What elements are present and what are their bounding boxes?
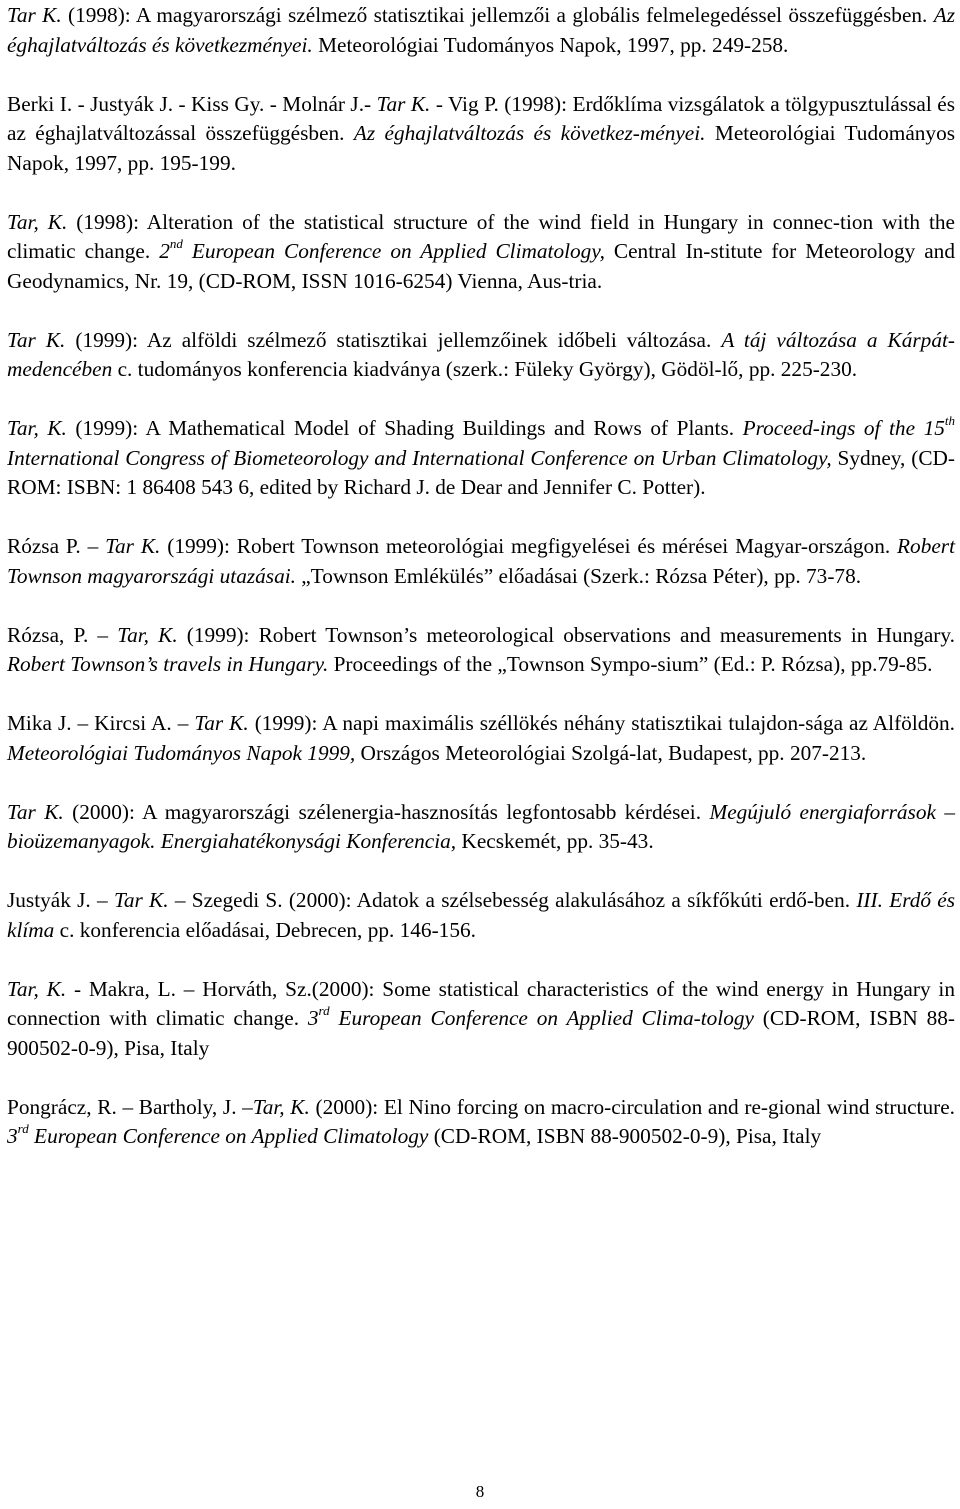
reference-text: - Makra, L. – Horváth, Sz.(2000): Some statistical characteristics of the wind energy in Hungary in connection with climatic change.	[7, 976, 955, 1030]
reference-text: Berki I. - Justyák J. - Kiss Gy. - Molnár J.-	[7, 91, 377, 116]
italic-text: Proceed-ings of the 15	[742, 416, 945, 440]
reference-text: (1999): Az alföldi szélmező statisztikai jellemzőinek időbeli változása.	[65, 327, 722, 352]
superscript-text: nd	[169, 235, 183, 251]
reference-text: (CD-ROM, ISBN 88-900502-0-9), Pisa, Italy	[428, 1124, 822, 1148]
italic-text: Tar K.	[7, 799, 64, 824]
italic-text: A táj változása a Kárpát-medencében	[7, 327, 955, 381]
italic-text: Robert Townson’s travels in Hungary.	[7, 652, 329, 676]
reference-entry	[7, 975, 955, 1064]
italic-text: Robert Townson magyarországi utazásai.	[7, 534, 956, 588]
reference-text: (2000): El Nino forcing on macro-circulation and re-gional wind structure.	[309, 1094, 955, 1119]
superscript	[945, 413, 955, 428]
italic-text: International Congress of Biometeorology and International Conference on Urban Climatology,	[7, 445, 832, 470]
reference-text: - Vig P. (1998): Erdőklíma vizsgálatok a tölgypusztulással és az éghajlatváltozással összefüggésben.	[7, 91, 955, 145]
italic-text: Tar K.	[105, 534, 161, 558]
superscript-text: rd	[318, 1002, 330, 1018]
italic-text: European Conference on Applied Climatology,	[182, 239, 605, 263]
reference-text: Rózsa, P. –	[7, 622, 118, 647]
reference-text: Rózsa P. –	[7, 534, 106, 558]
italic-text: Megújuló energiaforrások – bioüzemanyagok. Energiahatékonysági Konferencia,	[7, 799, 955, 853]
italic-text: 3	[307, 1006, 319, 1030]
reference-entry	[7, 208, 955, 297]
italic-text: European Conference on Applied Clima-tology	[329, 1006, 754, 1030]
reference-entry	[7, 621, 955, 680]
italic-text: Tar K.	[7, 327, 66, 352]
reference-text: Kecskemét, pp. 35-43.	[456, 829, 654, 853]
reference-text: (2000): A magyarországi szélenergia-hasznosítás legfontosabb kérdései.	[63, 799, 710, 824]
reference-text: Országos Meteorológiai Szolgá-lat, Budapest, pp. 207-213.	[355, 740, 867, 765]
reference-entry	[7, 90, 955, 179]
reference-list	[7, 0, 955, 1181]
reference-text: Justyák J. –	[7, 888, 114, 912]
reference-text: Meteorológiai Tudományos Napok, 1997, pp. 195-199.	[7, 121, 956, 175]
italic-text: Tar K.	[194, 711, 249, 735]
italic-text: III. Erdő és klíma	[7, 888, 956, 942]
reference-entry	[7, 532, 955, 591]
italic-text: Tar, K.	[7, 416, 67, 440]
italic-text: Az éghajlatváltozás és következményei.	[7, 3, 955, 57]
reference-text: (1999): Robert Townson meteorológiai megfigyelései és mérései Magyar-országon.	[160, 534, 898, 558]
reference-entry	[7, 886, 955, 945]
reference-text: (CD-ROM, ISBN 88-900502-0-9), Pisa, Italy	[7, 1006, 956, 1060]
reference-entry	[7, 709, 955, 768]
reference-text: Meteorológiai Tudományos Napok, 1997, pp. 249-258.	[312, 32, 789, 57]
reference-text: (1999): Robert Townson’s meteorological observations and measurements in Hungary.	[177, 622, 955, 647]
reference-entry	[7, 326, 955, 385]
italic-text: Tar, K.	[252, 1094, 310, 1119]
reference-text: Proceedings of the „Townson Sympo-sium” (Ed.: P. Rózsa), pp.79-85.	[328, 652, 933, 676]
reference-entry	[7, 798, 955, 857]
italic-text: Tar K.	[376, 91, 431, 116]
italic-text: 2	[159, 239, 170, 263]
italic-text: 3	[7, 1124, 18, 1148]
reference-text: Central In-stitute for Meteorology and Geodynamics, Nr. 19, (CD-ROM, ISSN 1016-6254) Vienna, Aus-tria.	[7, 239, 955, 293]
reference-entry	[7, 1093, 955, 1152]
italic-text: Tar K.	[113, 888, 169, 912]
page-number: 8	[475, 1482, 485, 1501]
reference-text: – Szegedi S. (2000): Adatok a szélsebesség alakulásához a síkfőkúti erdő-ben.	[168, 888, 857, 912]
italic-text: Az éghajlatváltozás és következ-ményei.	[353, 121, 706, 145]
reference-text: „Townson Emlékülés” előadásai (Szerk.: Rózsa Péter), pp. 73-78.	[295, 563, 862, 588]
reference-text: c. konferencia előadásai, Debrecen, pp. 146-156.	[54, 917, 476, 942]
reference-text: c. tudományos konferencia kiadványa (szerk.: Füleky György), Gödöl-lő, pp. 225-230.	[112, 357, 858, 381]
italic-text: Tar K.	[7, 3, 62, 27]
superscript-text: rd	[17, 1120, 29, 1136]
reference-entry	[7, 1, 955, 60]
superscript-text: th	[944, 412, 956, 428]
reference-text: (1999): A Mathematical Model of Shading Buildings and Rows of Plants.	[66, 416, 743, 440]
superscript	[18, 1121, 29, 1136]
italic-text: Tar, K.	[117, 622, 178, 647]
italic-text: Meteorológiai Tudományos Napok 1999,	[7, 740, 356, 765]
reference-text: (1998): Alteration of the statistical structure of the wind field in Hungary in connec-tion with the climatic change.	[7, 209, 955, 263]
reference-text: (1999): A napi maximális széllökés néhány statisztikai tulajdon-sága az Alföldön.	[248, 711, 955, 735]
reference-text: (1998): A magyarországi szélmező statisztikai jellemzői a globális felmelegedéssel összefüggésben.	[61, 3, 934, 27]
superscript	[319, 1003, 330, 1018]
italic-text: European Conference on Applied Climatology	[28, 1124, 429, 1148]
reference-text: Sydney, (CD-ROM: ISBN: 1 86408 543 6, edited by Richard J. de Dear and Jennifer C. Potter).	[7, 445, 956, 499]
italic-text: Tar, K.	[7, 976, 67, 1001]
reference-text: Pongrácz, R. – Bartholy, J. –	[7, 1094, 253, 1119]
superscript	[170, 236, 183, 251]
reference-text: Mika J. – Kircsi A. –	[7, 711, 195, 735]
reference-entry	[7, 414, 955, 503]
italic-text: Tar, K.	[7, 209, 68, 234]
